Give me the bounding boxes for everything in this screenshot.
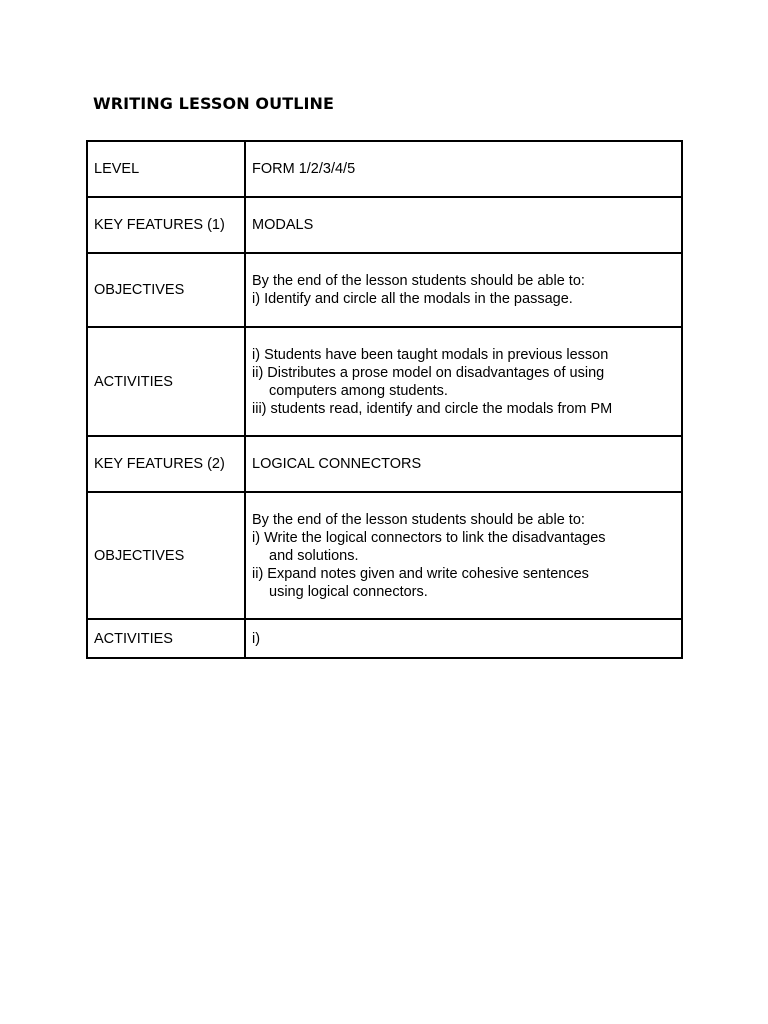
row-label: ACTIVITIES xyxy=(87,327,245,436)
row-label: KEY FEATURES (2) xyxy=(87,436,245,492)
row-content xyxy=(245,436,682,492)
content-line: By the end of the lesson students should be able to: xyxy=(252,273,585,289)
row-content xyxy=(245,327,682,436)
row-content xyxy=(245,141,682,197)
table-row-level xyxy=(87,141,682,197)
row-label: OBJECTIVES xyxy=(87,492,245,619)
content-line: By the end of the lesson students should be able to: xyxy=(252,511,585,528)
row-label: LEVEL xyxy=(87,141,245,197)
row-label: OBJECTIVES xyxy=(87,253,245,327)
content-line: ii) Expand notes given and write cohesive sentences xyxy=(252,565,589,582)
table-row-activities-1 xyxy=(87,327,682,436)
content-line: i) Students have been taught modals in previous lesson xyxy=(252,346,609,363)
content-line: LOGICAL CONNECTORS xyxy=(252,456,422,472)
table-row-key-features-1 xyxy=(87,197,682,253)
table-row-key-features-2 xyxy=(87,436,682,492)
content-line: ii) Distributes a prose model on disadvantages of using xyxy=(252,364,605,381)
table-row-objectives-2 xyxy=(87,492,682,619)
lesson-outline-table xyxy=(86,140,683,659)
content-line: iii) students read, identify and circle the modals from PM xyxy=(252,400,613,417)
row-content xyxy=(245,253,682,327)
row-content xyxy=(245,492,682,619)
content-line: MODALS xyxy=(252,217,314,233)
content-line: computers among students. xyxy=(269,382,448,399)
document-title: WRITING LESSON OUTLINE xyxy=(93,94,335,113)
table-row-activities-2 xyxy=(87,619,682,658)
row-label: ACTIVITIES xyxy=(87,619,245,658)
content-line: FORM 1/2/3/4/5 xyxy=(252,161,356,177)
row-content xyxy=(245,619,682,658)
content-line: using logical connectors. xyxy=(269,583,428,600)
content-line: i) Write the logical connectors to link the disadvantages xyxy=(252,529,606,546)
content-line: i) Identify and circle all the modals in the passage. xyxy=(252,291,573,307)
table-row-objectives-1 xyxy=(87,253,682,327)
content-line: i) xyxy=(252,630,261,647)
row-label: KEY FEATURES (1) xyxy=(87,197,245,253)
row-content xyxy=(245,197,682,253)
content-line: and solutions. xyxy=(269,547,359,564)
